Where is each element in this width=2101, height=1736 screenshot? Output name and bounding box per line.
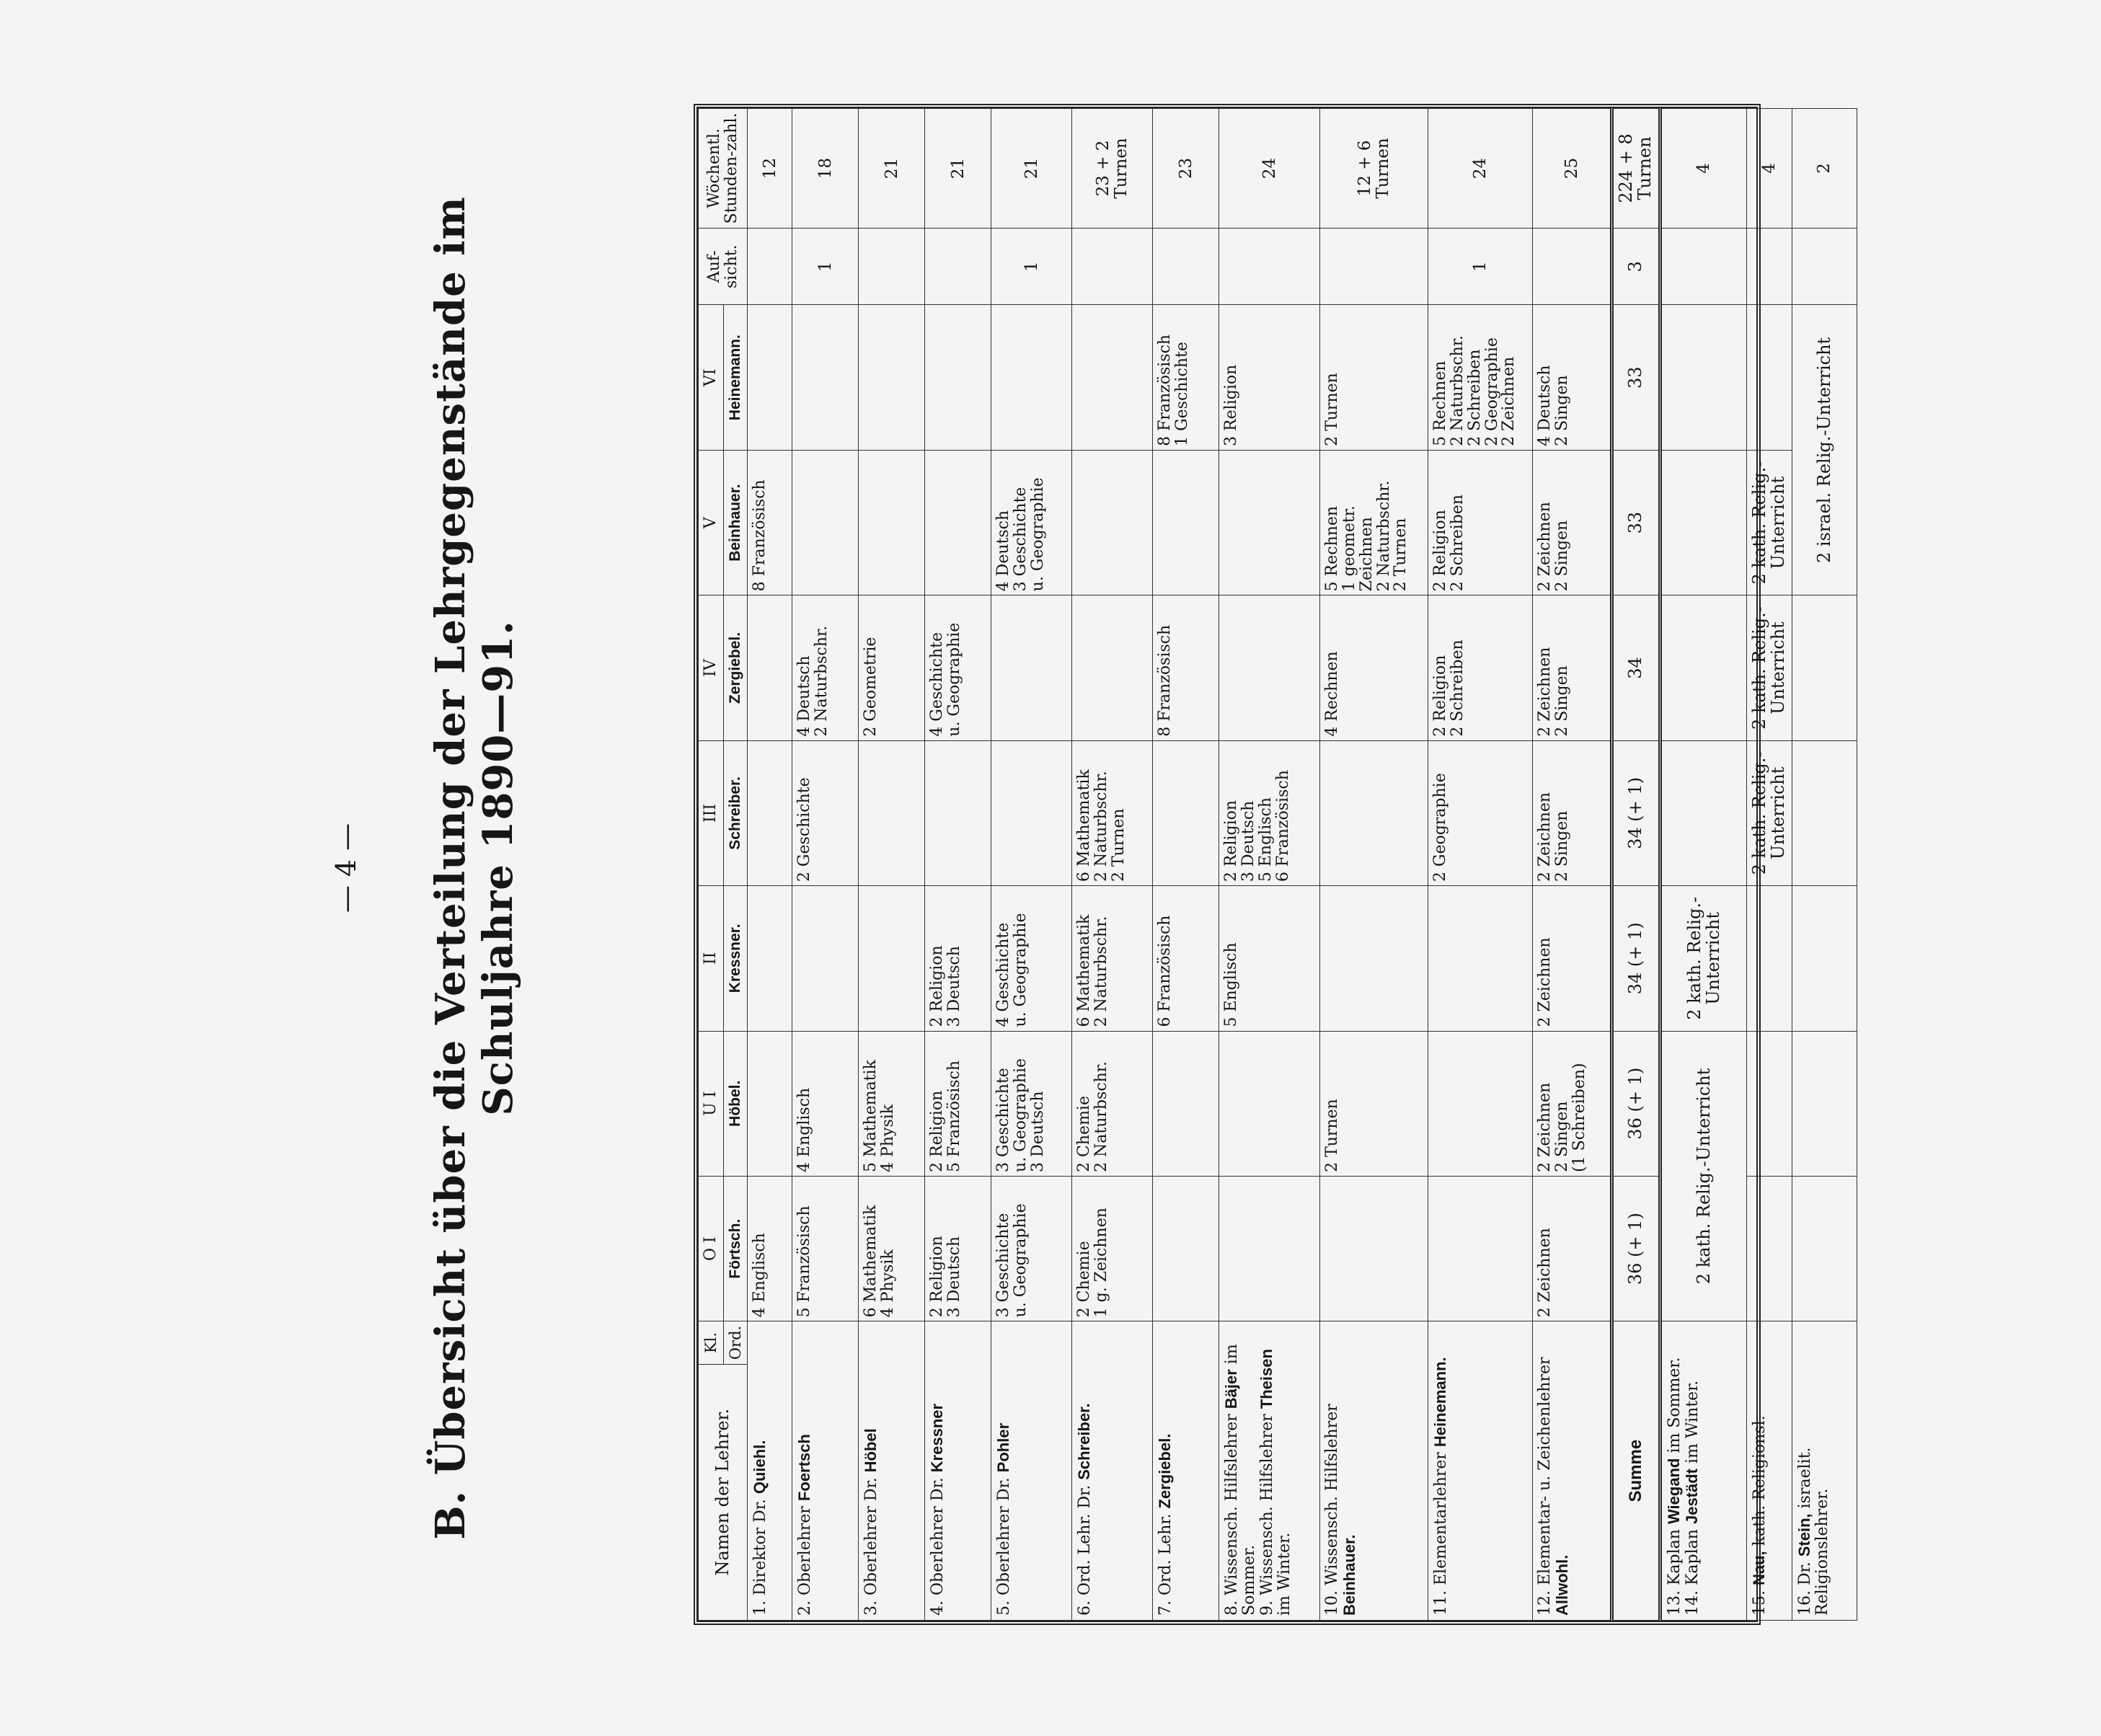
teacher-num: 7.: [1156, 1600, 1175, 1616]
teacher-name-post: im Sommer.: [1223, 1344, 1259, 1616]
teacher-row: [1533, 109, 1612, 1621]
weekly-hours: 24: [1428, 109, 1533, 229]
teacher-name-bold: Quiehl.: [751, 1440, 769, 1494]
page-number: — 4 —: [330, 823, 362, 913]
subject-cell: [748, 1031, 792, 1176]
teacher-row-16: [1792, 109, 1857, 1621]
subject-cell: [748, 886, 792, 1031]
teacher-name-13-14: 13. Kaplan Wiegand im Sommer. 14. Kaplan Jestädt im Winter.: [1660, 1321, 1747, 1621]
aufsicht-cell: [1153, 228, 1219, 305]
weekly-hours: 23: [1153, 109, 1219, 229]
header-class-ui: U I: [699, 1031, 724, 1176]
subject-cell: 4 Englisch: [748, 1176, 792, 1321]
teacher-name: [1428, 1321, 1533, 1621]
subject-cell: 5 Englisch: [1219, 886, 1320, 1031]
ord-oi: Förtsch.: [723, 1176, 748, 1321]
ord-v: Beinhauer.: [723, 450, 748, 595]
teacher-row: [1153, 109, 1219, 1621]
subject-cell: [748, 595, 792, 740]
teacher-name-bold: Allwohl.: [1553, 1554, 1572, 1616]
subject-cell: 2 Chemie 1 g. Zeichnen: [1072, 1176, 1153, 1321]
weekly-hours: 24: [1219, 109, 1320, 229]
subject-cell: 2 Zeichnen: [1533, 886, 1612, 1031]
subject-cell: 2 Religion 3 Deutsch 5 Englisch 6 Französisch: [1219, 740, 1320, 885]
subject-cell: [792, 886, 859, 1031]
subject-cell: [925, 740, 991, 885]
subject-cell: [1219, 595, 1320, 740]
teacher-name-pre: Direktor Dr.: [751, 1499, 770, 1595]
total-16: 2: [1792, 109, 1857, 229]
subject-cell: [859, 450, 925, 595]
summe-vi: 33: [1612, 305, 1660, 450]
ord-iii: Schreiber.: [723, 740, 748, 885]
teacher-name: [1533, 1321, 1612, 1621]
ord-ui: Höbel.: [723, 1031, 748, 1176]
header-row-1: [699, 109, 724, 1621]
teacher-num: 6.: [1076, 1600, 1094, 1616]
subject-cell: 4 Geschichte u. Geographie: [991, 886, 1072, 1031]
subject-cell: 2 Geometrie: [859, 595, 925, 740]
teacher-row: [792, 109, 859, 1621]
teacher-num: 1.: [751, 1600, 770, 1616]
subject-cell: [792, 450, 859, 595]
subject-cell: 2 Turnen: [1320, 1031, 1428, 1176]
aufsicht-cell: 1: [991, 228, 1072, 305]
teacher-name-pre: Wissensch. Hilfslehrer: [1323, 1404, 1342, 1585]
subject-cell: [1153, 1176, 1219, 1321]
subject-cell: [1428, 1176, 1533, 1321]
teacher-name-bold: Heinemann.: [1431, 1357, 1450, 1448]
subject-cell: [991, 305, 1072, 450]
header-ord: Ord.: [723, 1321, 748, 1364]
aufsicht-cell: [1533, 228, 1612, 305]
teacher-name: [1072, 1321, 1153, 1621]
distribution-table: [698, 108, 1857, 1621]
summe-aufsicht: 3: [1612, 228, 1660, 305]
subject-cell: 3 Geschichte u. Geographie: [991, 1176, 1072, 1321]
subject-cell: 2 Geographie: [1428, 740, 1533, 885]
aufsicht-cell: [748, 228, 792, 305]
subject-cell: 2 Zeichnen 2 Singen (1 Schreiben): [1533, 1031, 1612, 1176]
weekly-hours: 21: [925, 109, 991, 229]
subject-cell: 2 Religion 3 Deutsch: [925, 1176, 991, 1321]
total-15: 4: [1747, 109, 1792, 229]
subject-cell: 4 Deutsch 3 Geschichte u. Geographie: [991, 450, 1072, 595]
summe-oi: 36 (+ 1): [1612, 1176, 1660, 1321]
subject-cell: [748, 740, 792, 885]
aufsicht-cell: 1: [792, 228, 859, 305]
teacher-name: [1320, 1321, 1428, 1621]
subject-cell: 3 Geschichte u. Geographie 3 Deutsch: [991, 1031, 1072, 1176]
teacher-name: [748, 1321, 792, 1621]
subject-cell: 2 Chemie 2 Naturbschr.: [1072, 1031, 1153, 1176]
ord-iv: Zergiebel.: [723, 595, 748, 740]
teacher-name-bold: Höbel: [862, 1428, 880, 1473]
teacher-num: 12.: [1536, 1590, 1554, 1616]
subject-cell: 2 Geschichte: [792, 740, 859, 885]
subject-cell: [1072, 450, 1153, 595]
teacher-row: [748, 109, 792, 1621]
teacher-name-post: im Winter.: [1275, 1532, 1293, 1616]
teacher-name-bold: Foertsch: [795, 1434, 814, 1502]
teacher-row: [925, 109, 991, 1621]
subject-cell: 4 Deutsch 2 Naturbschr.: [792, 595, 859, 740]
subject-cell: [748, 305, 792, 450]
teacher-num: 4.: [929, 1600, 947, 1616]
rel-v: 2 kath. Relig.-Unterricht: [1747, 450, 1792, 595]
teacher-name-bold: Kressner: [928, 1403, 947, 1473]
aufsicht-cell: [1320, 228, 1428, 305]
aufsicht-cell: [859, 228, 925, 305]
subject-cell: [1153, 740, 1219, 885]
summe-ui: 36 (+ 1): [1612, 1031, 1660, 1176]
subject-cell: 5 Rechnen 2 Naturbschr. 2 Schreiben 2 Geographie 2 Zeichnen: [1428, 305, 1533, 450]
ord-vi: Heinemann.: [723, 305, 748, 450]
aufsicht-cell: [1219, 228, 1320, 305]
subject-cell: 6 Französisch: [1153, 886, 1219, 1031]
teacher-row: [1219, 109, 1320, 1621]
teacher-name: [991, 1321, 1072, 1621]
teacher-name-bold: Schreiber.: [1075, 1403, 1094, 1480]
teacher-row: [1072, 109, 1153, 1621]
subject-cell: 2 Religion 2 Schreiben: [1428, 595, 1533, 740]
summe-iv: 34: [1612, 595, 1660, 740]
teacher-name: [925, 1321, 991, 1621]
teacher-name-bold: Bäjer: [1222, 1369, 1241, 1409]
teacher-row: [991, 109, 1072, 1621]
summe-v: 33: [1612, 450, 1660, 595]
subject-cell: 2 Zeichnen 2 Singen: [1533, 595, 1612, 740]
subject-cell: [1072, 305, 1153, 450]
summe-iii: 34 (+ 1): [1612, 740, 1660, 885]
page-title: B. Übersicht über die Verteilung der Lehrgegenstände im Schuljahre 1890—91.: [427, 196, 522, 1540]
teacher-row: [1320, 109, 1428, 1621]
subject-cell: [859, 740, 925, 885]
subject-cell: 8 Französisch: [748, 450, 792, 595]
teacher-name-pre: Oberlehrer Dr.: [929, 1477, 947, 1595]
rel-ii: 2 kath. Relig.-Unterricht: [1660, 886, 1747, 1031]
rotated-page: [319, 68, 1834, 1668]
subject-cell: 8 Französisch: [1153, 595, 1219, 740]
teacher-name-16: 16. Dr. Stein, israelit. Religionslehrer.: [1792, 1321, 1857, 1621]
teacher-name-pre: Oberlehrer: [796, 1506, 815, 1595]
subject-cell: [1320, 886, 1428, 1031]
weekly-hours: 21: [859, 109, 925, 229]
summe-row: [1612, 109, 1660, 1621]
subject-cell: 2 Zeichnen: [1533, 1176, 1612, 1321]
summe-ii: 34 (+ 1): [1612, 886, 1660, 1031]
subject-cell: 6 Mathematik 2 Naturbschr. 2 Turnen: [1072, 740, 1153, 885]
rel-oi-ui: 2 kath. Relig.-Unterricht: [1660, 1031, 1747, 1321]
ord-ii: Kressner.: [723, 886, 748, 1031]
subject-cell: [1320, 1176, 1428, 1321]
teacher-num: 9.: [1257, 1600, 1276, 1616]
teacher-name-bold: Beinhauer.: [1340, 1534, 1359, 1616]
distribution-table-frame: [694, 104, 1834, 1625]
subject-cell: 2 Religion 5 Französisch: [925, 1031, 991, 1176]
weekly-hours: 12 + 6 Turnen: [1320, 109, 1428, 229]
teacher-name-pre: Oberlehrer Dr.: [995, 1477, 1014, 1595]
teacher-name-pre: Elementarlehrer: [1432, 1452, 1451, 1585]
subject-cell: [1428, 886, 1533, 1031]
teacher-num: 8.: [1223, 1600, 1242, 1616]
teacher-name-pre: Oberlehrer Dr.: [862, 1477, 881, 1595]
rel-iv: 2 kath. Relig.-Unterricht: [1747, 595, 1792, 740]
subject-cell: 4 Geschichte u. Geographie: [925, 595, 991, 740]
subject-cell: [1153, 1031, 1219, 1176]
subject-cell: 4 Englisch: [792, 1031, 859, 1176]
subject-cell: [792, 305, 859, 450]
teacher-row-13-14: [1660, 109, 1747, 1621]
teacher-num: 5.: [995, 1600, 1014, 1616]
header-aufsicht: Auf-sicht.: [699, 228, 748, 305]
subject-cell: [991, 740, 1072, 885]
subject-cell: 2 Religion 3 Deutsch: [925, 886, 991, 1031]
teacher-name-15: 15. Nau, kath. Religionsl.: [1747, 1321, 1792, 1621]
teacher-num: 3.: [862, 1600, 881, 1616]
subject-cell: 2 Religion 2 Schreiben: [1428, 450, 1533, 595]
teacher-name-pre: Elementar- u. Zeichenlehrer: [1536, 1357, 1554, 1585]
subject-cell: [1072, 595, 1153, 740]
header-class-v: V: [699, 450, 724, 595]
subject-cell: [1219, 450, 1320, 595]
subject-cell: 5 Rechnen 1 geometr. Zeichnen 2 Naturbschr. 2 Turnen: [1320, 450, 1428, 595]
header-class-ii: II: [699, 886, 724, 1031]
weekly-hours: 25: [1533, 109, 1612, 229]
teacher-row: [859, 109, 925, 1621]
summe-label: Summe: [1612, 1321, 1660, 1621]
header-kl: Kl.: [699, 1321, 724, 1364]
subject-cell: 2 Turnen: [1320, 305, 1428, 450]
weekly-hours: 21: [991, 109, 1072, 229]
subject-cell: [925, 450, 991, 595]
teacher-name-pre: Wissensch. Hilfslehrer: [1257, 1414, 1276, 1595]
teacher-rows: [748, 109, 1612, 1621]
teacher-name-bold: Theisen: [1257, 1349, 1275, 1409]
subject-cell: [1428, 1031, 1533, 1176]
teacher-name: [859, 1321, 925, 1621]
teacher-name: [792, 1321, 859, 1621]
header-class-iv: IV: [699, 595, 724, 740]
teacher-name-pre: Ord. Lehr.: [1156, 1513, 1175, 1595]
teacher-name-pre: Ord. Lehr. Dr.: [1076, 1484, 1094, 1595]
subject-cell: 6 Mathematik 2 Naturbschr.: [1072, 886, 1153, 1031]
subject-cell: [1219, 1031, 1320, 1176]
subject-cell: 2 Zeichnen 2 Singen: [1533, 740, 1612, 885]
subject-cell: [1219, 1176, 1320, 1321]
summe-total: 224 + 8 Turnen: [1612, 109, 1660, 229]
teacher-row-15: [1747, 109, 1792, 1621]
subject-cell: [1153, 450, 1219, 595]
subject-cell: 8 Französisch 1 Geschichte: [1153, 305, 1219, 450]
teacher-row: [1428, 109, 1533, 1621]
teacher-name-pre: Wissensch. Hilfslehrer: [1223, 1414, 1242, 1595]
weekly-hours: 12: [748, 109, 792, 229]
subject-cell: 4 Deutsch 2 Singen: [1533, 305, 1612, 450]
aufsicht-cell: [1072, 228, 1153, 305]
subject-cell: [859, 886, 925, 1031]
teacher-num: 2.: [796, 1600, 815, 1616]
teacher-num: 10.: [1323, 1590, 1342, 1616]
subject-cell: 4 Rechnen: [1320, 595, 1428, 740]
subject-cell: 2 Zeichnen 2 Singen: [1533, 450, 1612, 595]
weekly-hours: 18: [792, 109, 859, 229]
weekly-hours: 23 + 2 Turnen: [1072, 109, 1153, 229]
header-class-iii: III: [699, 740, 724, 885]
teacher-num: 11.: [1432, 1590, 1451, 1616]
subject-cell: 5 Mathematik 4 Physik: [859, 1031, 925, 1176]
subject-cell: [1320, 740, 1428, 885]
header-namen: Namen der Lehrer.: [699, 1364, 748, 1620]
rel-iii: 2 kath. Relig.-Unterricht: [1747, 740, 1792, 885]
subject-cell: [925, 305, 991, 450]
subject-cell: [991, 595, 1072, 740]
rel-v-vi: 2 israel. Relig.-Unterricht: [1792, 305, 1857, 595]
subject-cell: 3 Religion: [1219, 305, 1320, 450]
subject-cell: [859, 305, 925, 450]
header-class-vi: VI: [699, 305, 724, 450]
header-wochentl: Wöchentl. Stunden-zahl.: [699, 109, 748, 229]
teacher-name-bold: Zergiebel.: [1156, 1433, 1175, 1509]
subject-cell: 5 Französisch: [792, 1176, 859, 1321]
teacher-name: [1219, 1321, 1320, 1621]
header-class-oi: O I: [699, 1176, 724, 1321]
teacher-name: [1153, 1321, 1219, 1621]
aufsicht-cell: 1: [1428, 228, 1533, 305]
teacher-name-bold: Pohler: [994, 1422, 1013, 1473]
total-13-14: 4: [1660, 109, 1747, 229]
aufsicht-cell: [925, 228, 991, 305]
subject-cell: 6 Mathematik 4 Physik: [859, 1176, 925, 1321]
